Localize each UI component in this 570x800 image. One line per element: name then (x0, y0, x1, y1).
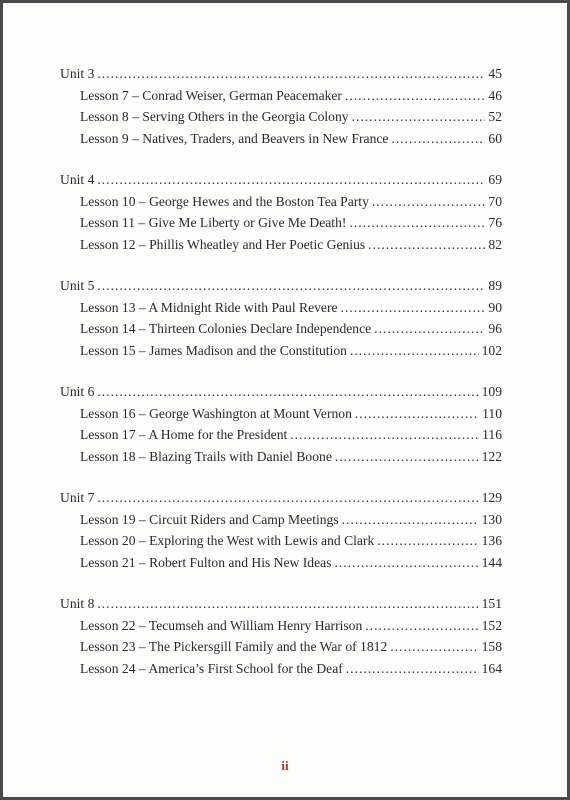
toc-entry-title: Lesson 16 – George Washington at Mount Vernon (80, 405, 352, 421)
toc-entry-page: 151 (481, 596, 502, 611)
dot-leader (368, 234, 485, 256)
dot-leader (391, 128, 485, 150)
unit-3-section (60, 63, 502, 149)
toc-entry-lesson-14 (60, 318, 502, 340)
dot-leader (342, 509, 479, 531)
unit-4-section (60, 169, 502, 255)
unit-7-section (60, 487, 502, 573)
toc-entry-lesson-16 (60, 403, 502, 425)
toc-entry-lesson-21 (60, 552, 502, 574)
dot-leader (377, 530, 478, 552)
toc-entry-page: 158 (481, 639, 502, 654)
dot-leader (345, 85, 485, 107)
toc-entry-title: Unit 5 (60, 278, 95, 293)
dot-leader (97, 593, 478, 615)
toc-entry-title: Lesson 11 – Give Me Liberty or Give Me Death! (80, 215, 347, 230)
document-page (3, 3, 567, 797)
dot-leader (355, 403, 479, 425)
toc-entry-page: 136 (481, 533, 502, 548)
toc-entry-title: Lesson 18 – Blazing Trails with Daniel Boone (80, 448, 332, 464)
toc-entry-page: 116 (482, 427, 502, 442)
toc-entry-unit-4 (60, 169, 502, 191)
dot-leader (97, 487, 478, 509)
toc-entry-title: Lesson 19 – Circuit Riders and Camp Meetings (80, 511, 339, 527)
dot-leader (97, 63, 485, 85)
toc-entry-page: 52 (488, 109, 502, 124)
dot-leader (346, 658, 479, 680)
toc-entry-page: 109 (481, 384, 502, 399)
unit-6-section (60, 381, 502, 467)
toc-entry-title: Lesson 8 – Serving Others in the Georgia Colony (80, 109, 349, 124)
toc-entry-lesson-19 (60, 509, 502, 531)
toc-entry-lesson-9 (60, 128, 502, 150)
toc-entry-title: Lesson 22 – Tecumseh and William Henry Harrison (80, 617, 363, 633)
dot-leader (365, 615, 478, 637)
toc-entry-title: Lesson 23 – The Pickersgill Family and the War of 1812 (80, 639, 388, 654)
toc-entry-page: 46 (488, 87, 502, 103)
dot-leader (350, 340, 479, 362)
unit-8-section (60, 593, 502, 679)
toc-entry-unit-7 (60, 487, 502, 509)
toc-entry-title: Unit 3 (60, 66, 95, 81)
toc-entry-page: 45 (488, 66, 502, 81)
toc-entry-lesson-15 (60, 340, 502, 362)
toc-entry-page: 89 (488, 278, 502, 293)
toc-entry-page: 70 (488, 193, 502, 209)
toc-entry-page: 110 (482, 405, 502, 421)
toc-entry-title: Unit 8 (60, 596, 95, 611)
toc-entry-page: 130 (481, 511, 502, 527)
dot-leader (334, 552, 478, 574)
toc-entry-page: 144 (481, 554, 502, 570)
toc-entry-lesson-24 (60, 658, 502, 680)
toc-entry-title: Lesson 20 – Exploring the West with Lewis and Clark (80, 533, 375, 548)
page-number: ii (281, 758, 289, 773)
toc-entry-unit-5 (60, 275, 502, 297)
unit-5-section (60, 275, 502, 361)
toc-entry-title: Lesson 7 – Conrad Weiser, German Peacemaker (80, 87, 342, 103)
toc-entry-unit-3 (60, 63, 502, 85)
toc-entry-page: 164 (481, 660, 502, 676)
table-of-contents (60, 63, 502, 699)
dot-leader (349, 212, 485, 234)
toc-entry-title: Unit 7 (60, 490, 95, 505)
dot-leader (290, 424, 479, 446)
toc-entry-unit-8 (60, 593, 502, 615)
toc-entry-lesson-18 (60, 446, 502, 468)
toc-entry-lesson-23 (60, 636, 502, 658)
toc-entry-lesson-17 (60, 424, 502, 446)
toc-entry-page: 60 (488, 130, 502, 146)
toc-entry-page: 96 (488, 321, 502, 336)
toc-entry-title: Lesson 13 – A Midnight Ride with Paul Revere (80, 299, 338, 315)
toc-entry-lesson-8 (60, 106, 502, 128)
toc-entry-lesson-20 (60, 530, 502, 552)
dot-leader (372, 191, 486, 213)
dot-leader (341, 297, 486, 319)
toc-entry-title: Lesson 10 – George Hewes and the Boston Tea Party (80, 193, 369, 209)
toc-entry-lesson-13 (60, 297, 502, 319)
dot-leader (97, 275, 485, 297)
dot-leader (352, 106, 486, 128)
toc-entry-title: Unit 4 (60, 172, 95, 187)
toc-entry-lesson-10 (60, 191, 502, 213)
toc-entry-page: 122 (481, 448, 502, 464)
toc-entry-lesson-11 (60, 212, 502, 234)
toc-entry-page: 90 (488, 299, 502, 315)
dot-leader (97, 169, 485, 191)
toc-entry-title: Lesson 12 – Phillis Wheatley and Her Poetic Genius (80, 236, 366, 252)
toc-entry-title: Lesson 14 – Thirteen Colonies Declare Independence (80, 321, 372, 336)
dot-leader (390, 636, 478, 658)
toc-entry-lesson-22 (60, 615, 502, 637)
toc-entry-page: 69 (488, 172, 502, 187)
toc-entry-page: 152 (481, 617, 502, 633)
dot-leader (335, 446, 479, 468)
toc-entry-page: 129 (481, 490, 502, 505)
toc-entry-title: Lesson 15 – James Madison and the Constitution (80, 342, 347, 358)
toc-entry-title: Lesson 21 – Robert Fulton and His New Ideas (80, 554, 332, 570)
toc-entry-title: Lesson 9 – Natives, Traders, and Beavers in New France (80, 130, 389, 146)
toc-entry-title: Unit 6 (60, 384, 95, 399)
toc-entry-title: Lesson 17 – A Home for the President (80, 427, 288, 442)
toc-entry-lesson-12 (60, 234, 502, 256)
toc-entry-lesson-7 (60, 85, 502, 107)
toc-entry-unit-6 (60, 381, 502, 403)
dot-leader (374, 318, 485, 340)
toc-entry-page: 76 (488, 215, 502, 230)
dot-leader (97, 381, 478, 403)
toc-entry-page: 82 (488, 236, 502, 252)
toc-entry-page: 102 (481, 342, 502, 358)
toc-entry-title: Lesson 24 – America’s First School for the Deaf (80, 660, 343, 676)
